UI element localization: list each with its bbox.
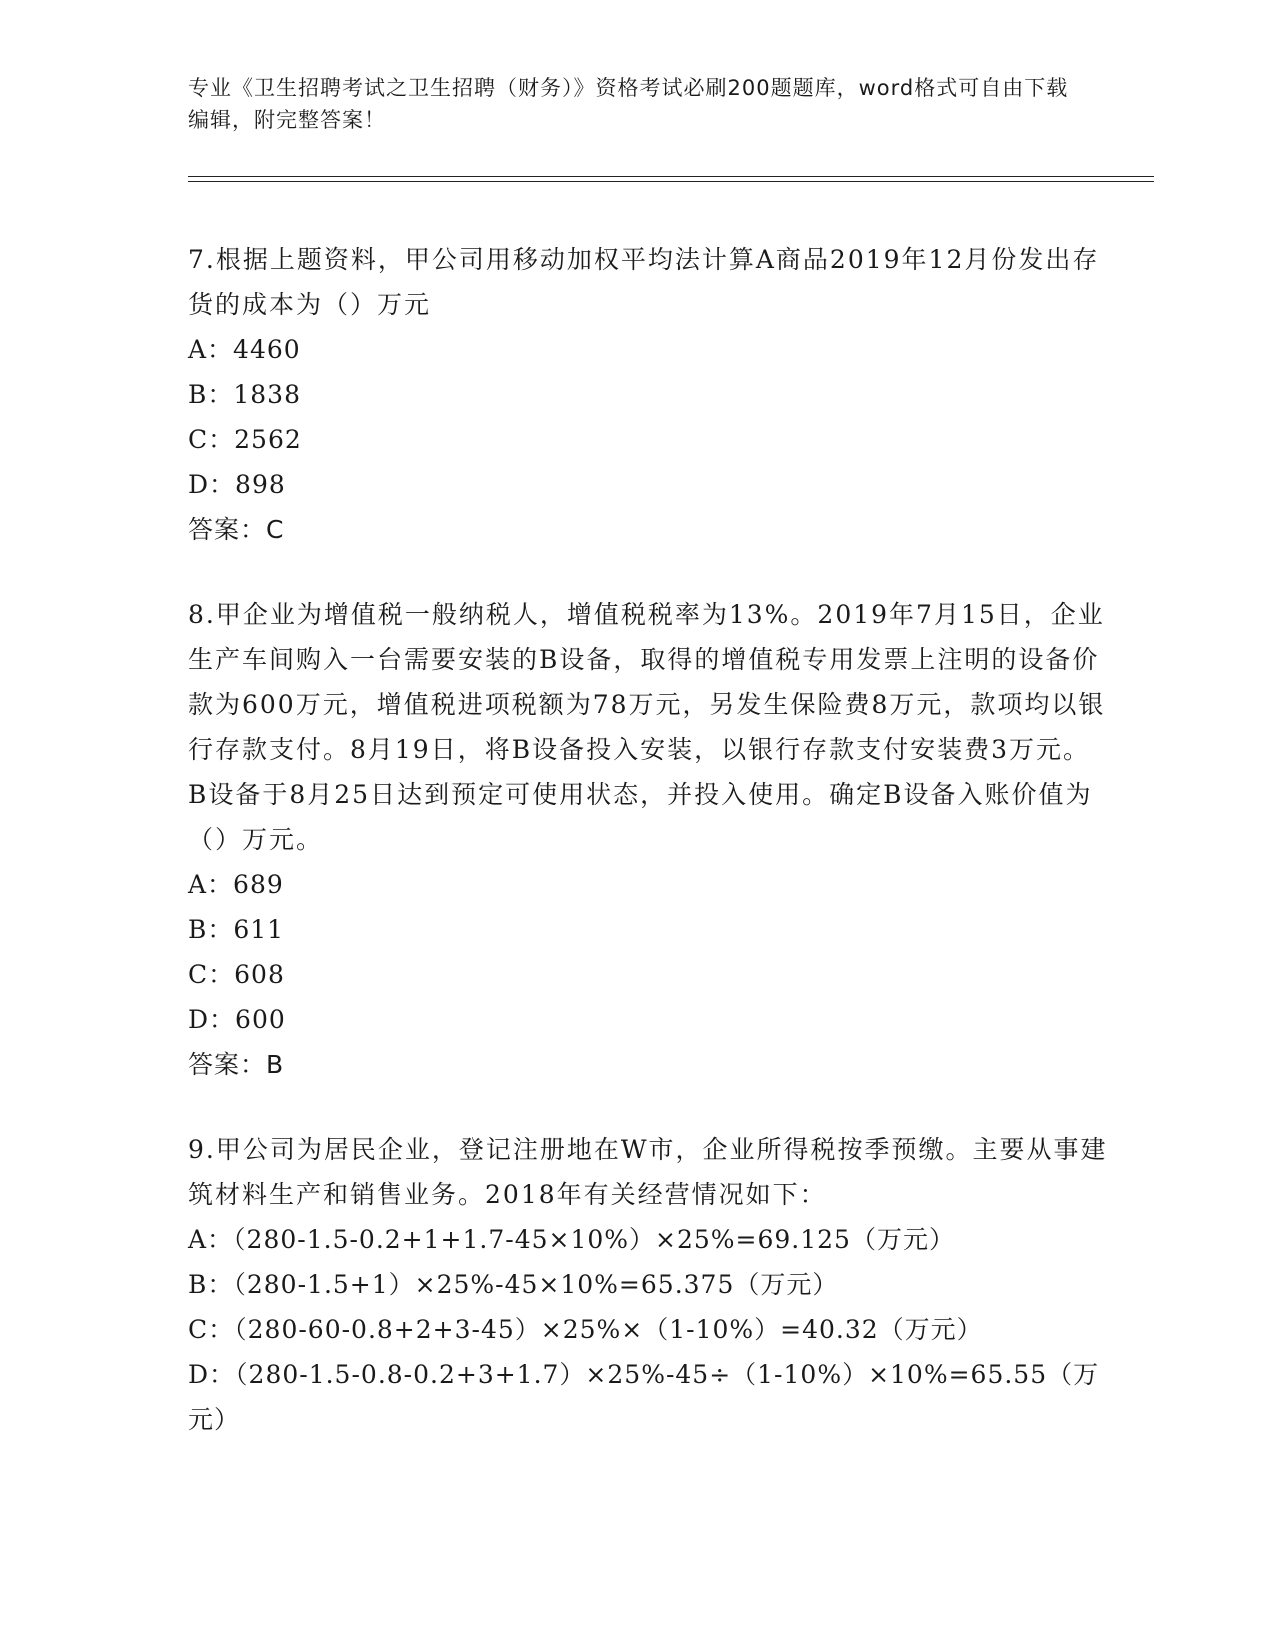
header-divider-top <box>188 176 1154 177</box>
option-a: A：4460 <box>188 335 301 364</box>
answer: 答案：C <box>188 515 285 544</box>
option-a: A：689 <box>188 870 284 899</box>
question-8 <box>188 592 1108 1087</box>
question-9 <box>188 1127 1108 1442</box>
question-text: 8.甲企业为增值税一般纳税人，增值税税率为13%。2019年7月15日，企业生产车间购入一台需要安装的B设备，取得的增值税专用发票上注明的设备价款为600万元，增值税进项税额为78万元，另发生保险费8万元，款项均以银行存款支付。8月19日，将B设备投入安装，以银行存款支付安装费3万元。B设备于8月25日达到预定可使用状态，并投入使用。确定B设备入账价值为（）万元。 <box>188 600 1106 854</box>
option-c: C：（280-60-0.8+2+3-45）×25%×（1-10%）=40.32（万元） <box>188 1315 983 1344</box>
document-header: 专业《卫生招聘考试之卫生招聘（财务）》资格考试必刷200题题库，word格式可自由下载编辑，附完整答案！ <box>188 76 1069 132</box>
question-text: 9.甲公司为居民企业，登记注册地在W市，企业所得税按季预缴。主要从事建筑材料生产和销售业务。2018年有关经营情况如下： <box>188 1135 1108 1209</box>
option-d: D：600 <box>188 1005 286 1034</box>
option-a: A：（280-1.5-0.2+1+1.7-45×10%）×25%=69.125（万元） <box>188 1225 955 1254</box>
option-c: C：2562 <box>188 425 302 454</box>
question-7 <box>188 237 1108 552</box>
question-list <box>188 237 1108 1482</box>
option-d: D：（280-1.5-0.8-0.2+3+1.7）×25%-45÷（1-10%）×10%=65.55（万元） <box>188 1360 1100 1434</box>
option-d: D：898 <box>188 470 286 499</box>
header-divider-bottom <box>188 181 1154 182</box>
answer: 答案：B <box>188 1050 285 1079</box>
option-c: C：608 <box>188 960 285 989</box>
question-text: 7.根据上题资料，甲公司用移动加权平均法计算A商品2019年12月份发出存货的成本为（）万元 <box>188 245 1100 319</box>
option-b: B：611 <box>188 915 285 944</box>
option-b: B：1838 <box>188 380 301 409</box>
option-b: B：（280-1.5+1）×25%-45×10%=65.375（万元） <box>188 1270 839 1299</box>
